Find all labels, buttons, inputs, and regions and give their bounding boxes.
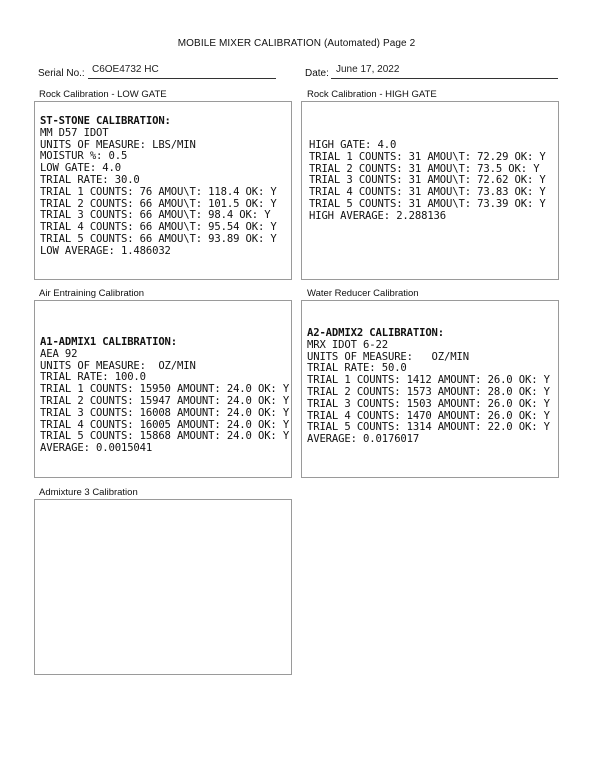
water-line: TRIAL 2 COUNTS: 1573 AMOUNT: 28.0 OK: Y	[307, 385, 550, 398]
rock-low-line: TRIAL 2 COUNTS: 66 AMOU\T: 101.5 OK: Y	[40, 197, 277, 210]
air-label: Air Entraining Calibration	[39, 288, 145, 299]
air-line: TRIAL 1 COUNTS: 15950 AMOUNT: 24.0 OK: Y	[40, 383, 290, 396]
water-line: AVERAGE: 0.0176017	[307, 433, 420, 446]
rock-high-line: TRIAL 3 COUNTS: 31 AMOU\T: 72.62 OK: Y	[309, 174, 546, 187]
serial-underline	[88, 78, 276, 79]
rock-low-line: TRIAL 1 COUNTS: 76 AMOU\T: 118.4 OK: Y	[40, 185, 277, 198]
air-line: TRIAL 5 COUNTS: 15868 AMOUNT: 24.0 OK: Y	[40, 430, 290, 443]
rock-high-printout	[309, 140, 546, 223]
water-line: MRX IDOT 6-22	[307, 338, 388, 351]
rock-high-line: TRIAL 4 COUNTS: 31 AMOU\T: 73.83 OK: Y	[309, 186, 546, 199]
air-line: TRIAL RATE: 100.0	[40, 371, 146, 384]
water-line: TRIAL 1 COUNTS: 1412 AMOUNT: 26.0 OK: Y	[307, 374, 550, 387]
air-line: UNITS OF MEASURE: OZ/MIN	[40, 359, 196, 372]
air-line: AVERAGE: 0.0015041	[40, 442, 153, 455]
air-line: TRIAL 2 COUNTS: 15947 AMOUNT: 24.0 OK: Y	[40, 394, 290, 407]
rock-low-label: Rock Calibration - LOW GATE	[39, 89, 167, 100]
water-line: TRIAL 5 COUNTS: 1314 AMOUNT: 22.0 OK: Y	[307, 421, 550, 434]
water-label: Water Reducer Calibration	[307, 288, 419, 299]
serial-value: C6OE4732 HC	[92, 64, 159, 75]
air-line: TRIAL 3 COUNTS: 16008 AMOUNT: 24.0 OK: Y	[40, 406, 290, 419]
air-box	[34, 300, 292, 478]
date-value: June 17, 2022	[336, 64, 400, 75]
rock-low-line: TRIAL 4 COUNTS: 66 AMOU\T: 95.54 OK: Y	[40, 221, 277, 234]
rock-low-line: MOISTUR %: 0.5	[40, 150, 128, 163]
rock-low-heading: ST-STONE CALIBRATION:	[40, 115, 171, 127]
rock-low-box	[34, 101, 292, 280]
rock-high-label: Rock Calibration - HIGH GATE	[307, 89, 437, 100]
rock-low-line: LOW AVERAGE: 1.486032	[40, 244, 171, 257]
air-heading: A1-ADMIX1 CALIBRATION:	[40, 336, 178, 348]
serial-label: Serial No.:	[38, 68, 85, 79]
rock-high-line: HIGH AVERAGE: 2.288136	[309, 209, 447, 222]
air-printout	[40, 337, 289, 455]
rock-high-line: TRIAL 5 COUNTS: 31 AMOU\T: 73.39 OK: Y	[309, 197, 546, 210]
water-printout	[307, 328, 550, 446]
page-title: MOBILE MIXER CALIBRATION (Automated) Page 2	[177, 38, 416, 49]
rock-low-line: TRIAL RATE: 30.0	[40, 173, 140, 186]
admix3-label: Admixture 3 Calibration	[39, 487, 138, 498]
rock-low-line: MM D57 IDOT	[40, 126, 109, 139]
rock-low-line: TRIAL 5 COUNTS: 66 AMOU\T: 93.89 OK: Y	[40, 232, 277, 245]
water-box	[301, 300, 559, 478]
rock-low-line: TRIAL 3 COUNTS: 66 AMOU\T: 98.4 OK: Y	[40, 209, 271, 222]
rock-high-line: TRIAL 2 COUNTS: 31 AMOU\T: 73.5 OK: Y	[309, 162, 540, 175]
water-line: TRIAL 4 COUNTS: 1470 AMOUNT: 26.0 OK: Y	[307, 409, 550, 422]
rock-high-line: HIGH GATE: 4.0	[309, 139, 397, 151]
water-line: UNITS OF MEASURE: OZ/MIN	[307, 350, 469, 363]
rock-low-line: LOW GATE: 4.0	[40, 162, 121, 175]
rock-high-box	[301, 101, 559, 280]
date-underline	[331, 78, 558, 79]
water-line: TRIAL 3 COUNTS: 1503 AMOUNT: 26.0 OK: Y	[307, 397, 550, 410]
rock-low-line: UNITS OF MEASURE: LBS/MIN	[40, 138, 196, 151]
date-label: Date:	[305, 68, 329, 79]
rock-low-printout	[40, 116, 277, 258]
rock-high-line: TRIAL 1 COUNTS: 31 AMOU\T: 72.29 OK: Y	[309, 150, 546, 163]
admix3-box	[34, 499, 292, 675]
air-line: TRIAL 4 COUNTS: 16005 AMOUNT: 24.0 OK: Y	[40, 418, 290, 431]
air-line: AEA 92	[40, 347, 78, 360]
water-heading: A2-ADMIX2 CALIBRATION:	[307, 327, 445, 339]
water-line: TRIAL RATE: 50.0	[307, 362, 407, 375]
